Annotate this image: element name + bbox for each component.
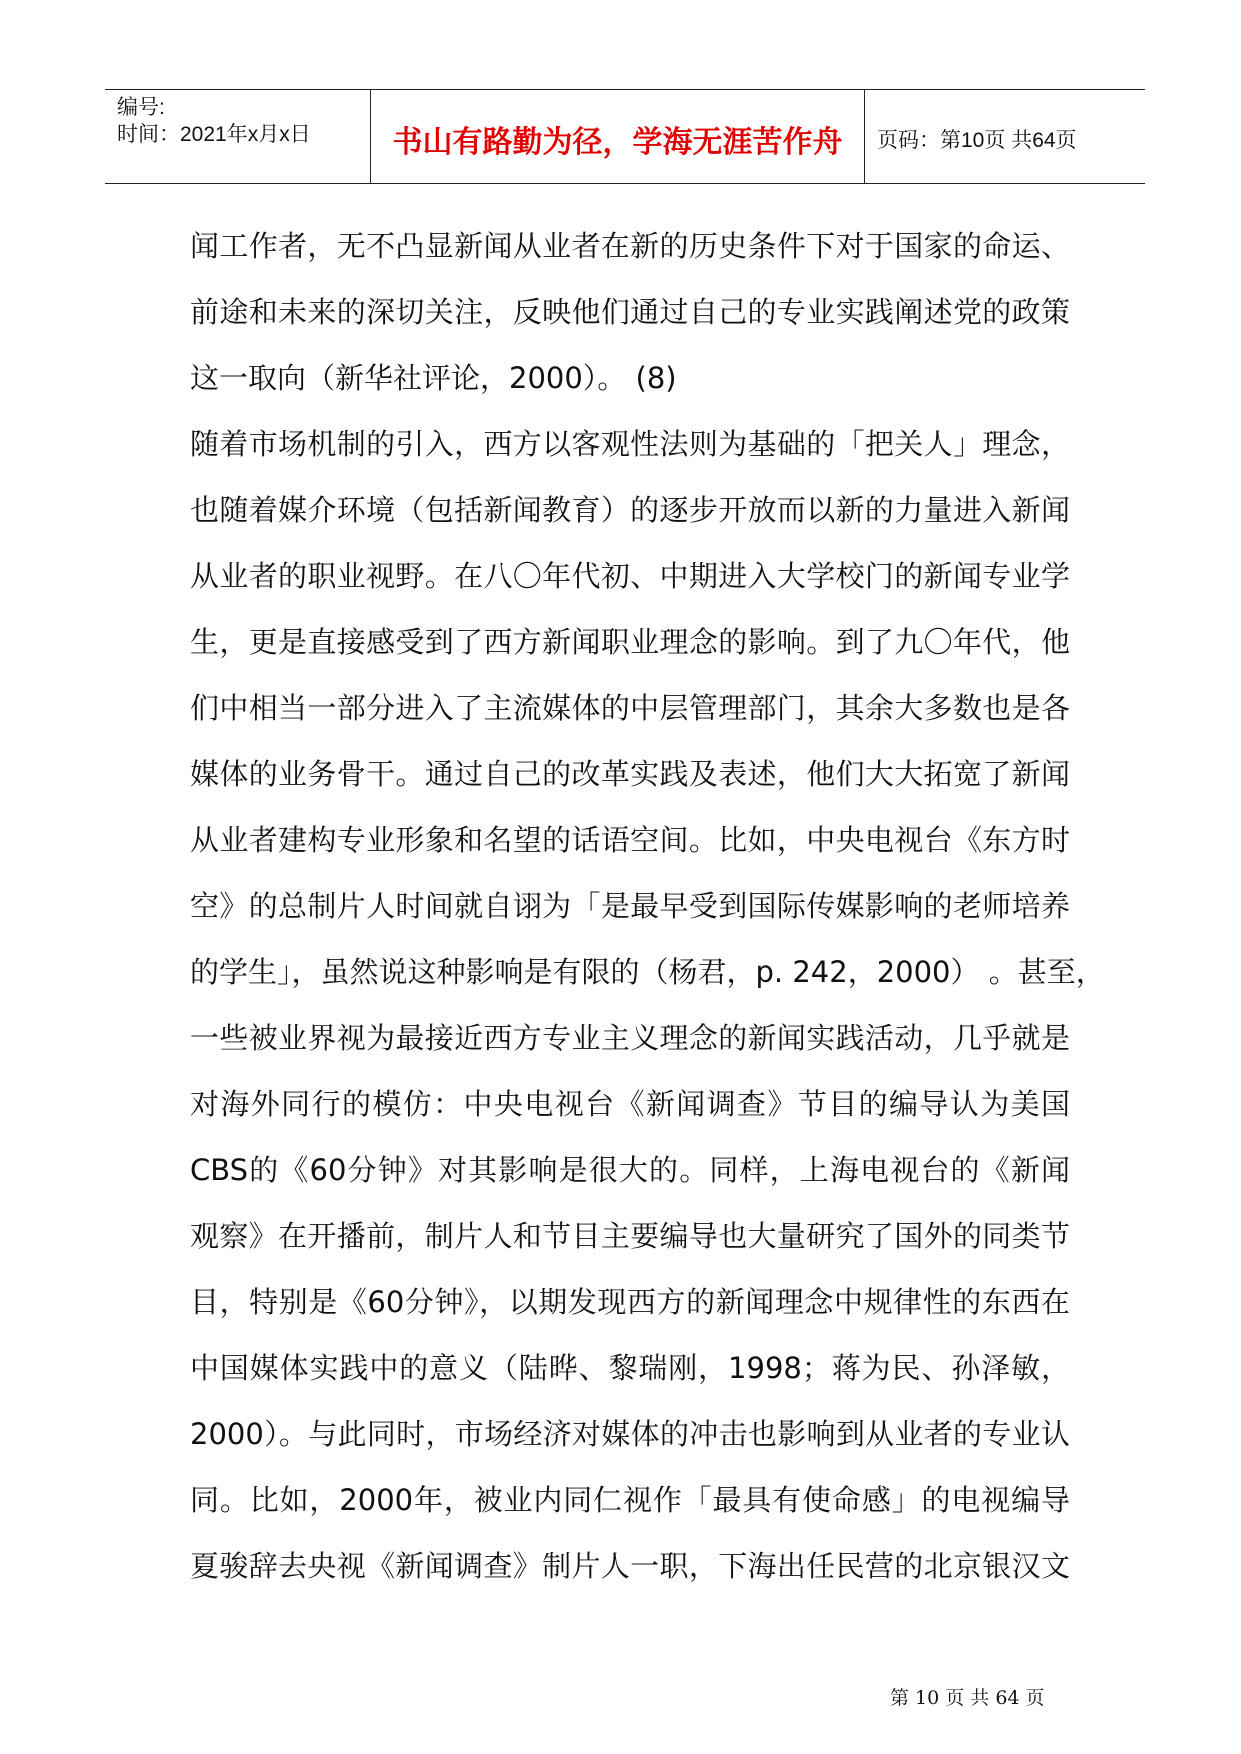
text-line-4: 随着市场机制的引入，西方以客观性法则为基础的「把关人」理念，	[190, 427, 1070, 461]
header-motto: 书山有路勤为径，学海无涯苦作舟	[392, 125, 843, 160]
page-header	[105, 89, 1145, 184]
serial-label: 编号:	[117, 96, 165, 119]
text-line-18: 中国媒体实践中的意义（陆晔、黎瑞刚，1998；蒋为民、孙泽敏，	[190, 1351, 1070, 1385]
text-line-14: 对海外同行的模仿：中央电视台《新闻调查》节目的编导认为美国	[190, 1087, 1070, 1121]
text-line-13: 一些被业界视为最接近西方专业主义理念的新闻实践活动，几乎就是	[190, 1021, 1070, 1055]
text-line-17: 目，特别是《60分钟》，以期发现西方的新闻理念中规律性的东西在	[190, 1285, 1070, 1319]
text-line-8: 们中相当一部分进入了主流媒体的中层管理部门，其余大多数也是各	[190, 691, 1070, 725]
text-line-16: 观察》在开播前，制片人和节目主要编导也大量研究了国外的同类节	[190, 1219, 1070, 1253]
text-line-19: 2000）。与此同时，市场经济对媒体的冲击也影响到从业者的专业认	[190, 1417, 1070, 1451]
text-line-11: 空》的总制片人时间就自诩为「是最早受到国际传媒影响的老师培养	[190, 889, 1070, 923]
text-line-2: 前途和未来的深切关注，反映他们通过自己的专业实践阐述党的政策	[190, 295, 1070, 329]
text-line-6: 从业者的职业视野。在八〇年代初、中期进入大学校门的新闻专业学	[190, 559, 1070, 593]
date-line: 时间：2021年x月x日	[117, 123, 311, 146]
header-motto-cell	[371, 90, 865, 183]
text-line-21: 夏骏辞去央视《新闻调查》制片人一职，下海出任民营的北京银汉文	[190, 1549, 1070, 1583]
text-line-9: 媒体的业务骨干。通过自己的改革实践及表述，他们大大拓宽了新闻	[190, 757, 1070, 791]
text-line-20: 同。比如，2000年，被业内同仁视作「最具有使命感」的电视编导	[190, 1483, 1070, 1517]
header-meta-cell	[105, 90, 371, 183]
page-footer: 第 10 页 共 64 页	[890, 1687, 1045, 1709]
text-line-3: 这一取向（新华社评论，2000）。 (8)	[190, 361, 677, 395]
text-line-1: 闻工作者，无不凸显新闻从业者在新的历史条件下对于国家的命运、	[190, 229, 1070, 263]
text-line-5: 也随着媒介环境（包括新闻教育）的逐步开放而以新的力量进入新闻	[190, 493, 1070, 527]
text-line-12: 的学生」，虽然说这种影响是有限的（杨君，p. 242，2000） 。甚至，	[190, 955, 1105, 989]
body-text	[190, 213, 1105, 1599]
text-line-7: 生，更是直接感受到了西方新闻职业理念的影响。到了九〇年代，他	[190, 625, 1070, 659]
text-line-15: CBS的《60分钟》对其影响是很大的。同样，上海电视台的《新闻	[190, 1153, 1070, 1187]
text-line-10: 从业者建构专业形象和名望的话语空间。比如，中央电视台《东方时	[190, 823, 1070, 857]
header-page-info: 页码：第10页 共64页	[877, 129, 1077, 152]
